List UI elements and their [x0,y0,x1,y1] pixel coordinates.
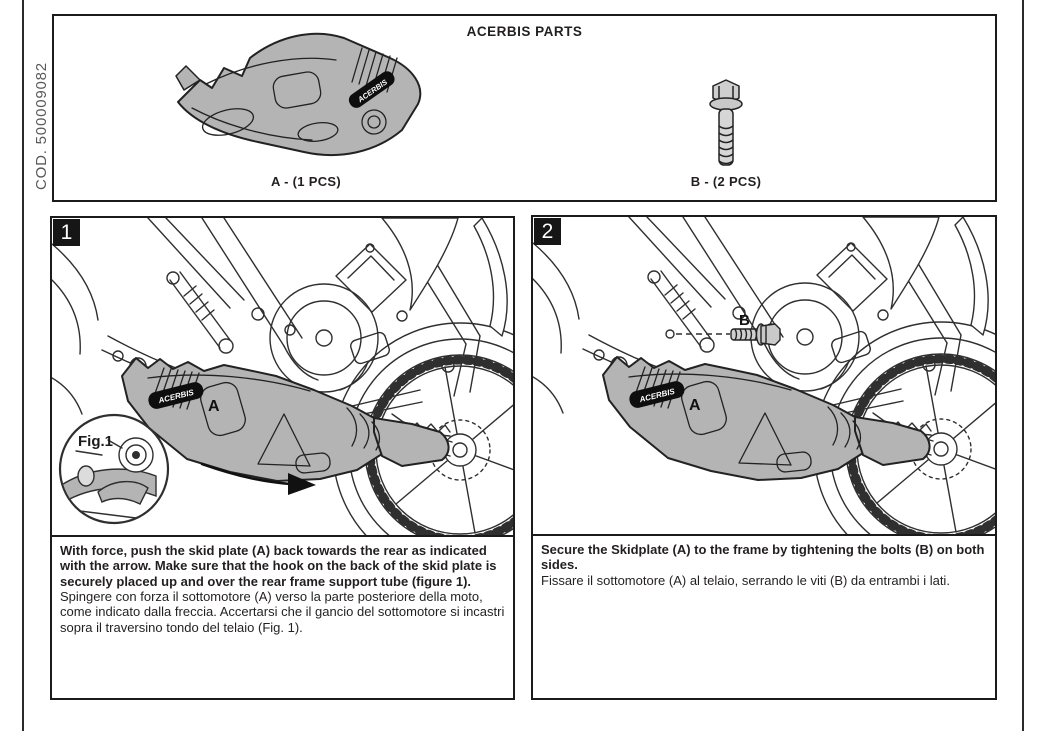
page-right-rule [1022,0,1024,731]
step-2-panel [531,215,997,700]
parts-box-title: ACERBIS PARTS [466,24,583,39]
step-2-motorcycle-illustration [533,217,995,534]
parts-box [52,14,997,202]
step-1-instructions [52,537,513,635]
product-code-label: COD. 500009082 [33,62,50,190]
step-1-illustration-area [52,218,513,537]
step-2-number-badge: 2 [534,218,561,245]
part-b-quantity-label: B - (2 PCS) [690,174,762,189]
step-1-number-badge: 1 [53,219,80,246]
step-2-instructions [533,536,995,588]
step-1-instruction-en: With force, push the skid plate (A) back towards the rear as indicated with the arrow. Make sure that the hook on the back of the skid plate is securely placed up and over the rear frame support tube (figure 1). [60,543,497,589]
step-2-instruction-en: Secure the Skidplate (A) to the frame by tightening the bolts (B) on both sides. [541,542,985,573]
step-2-instruction-it: Fissare il sottomotore (A) al telaio, serrando le viti (B) da entrambi i lati. [541,572,950,588]
step-2-illustration-area [533,217,995,536]
step-1-plate-label: A [208,398,220,415]
fig1-label: Fig.1 [78,433,114,450]
step-2-plate-label: A [689,397,701,414]
step-2-bolt-label: B [739,312,750,329]
page-left-rule [22,0,24,731]
step-1-motorcycle-illustration [52,218,513,535]
bolt-callout [666,312,780,345]
skid-plate-part-illustration [166,24,456,174]
acerbis-logo-text: ACERBIS [356,77,389,105]
bolt-part-illustration [704,76,748,172]
step-1-instruction-it: Spingere con forza il sottomotore (A) verso la parte posteriore della moto, come indicato dalla freccia. Accertarsi che il gancio del sottomotore si incastri sopra il traversino tondo del telaio (Fig. 1). [60,588,505,635]
step-1-panel [50,216,515,700]
part-a-quantity-label: A - (1 PCS) [271,174,341,189]
fig1-inset [60,415,168,526]
